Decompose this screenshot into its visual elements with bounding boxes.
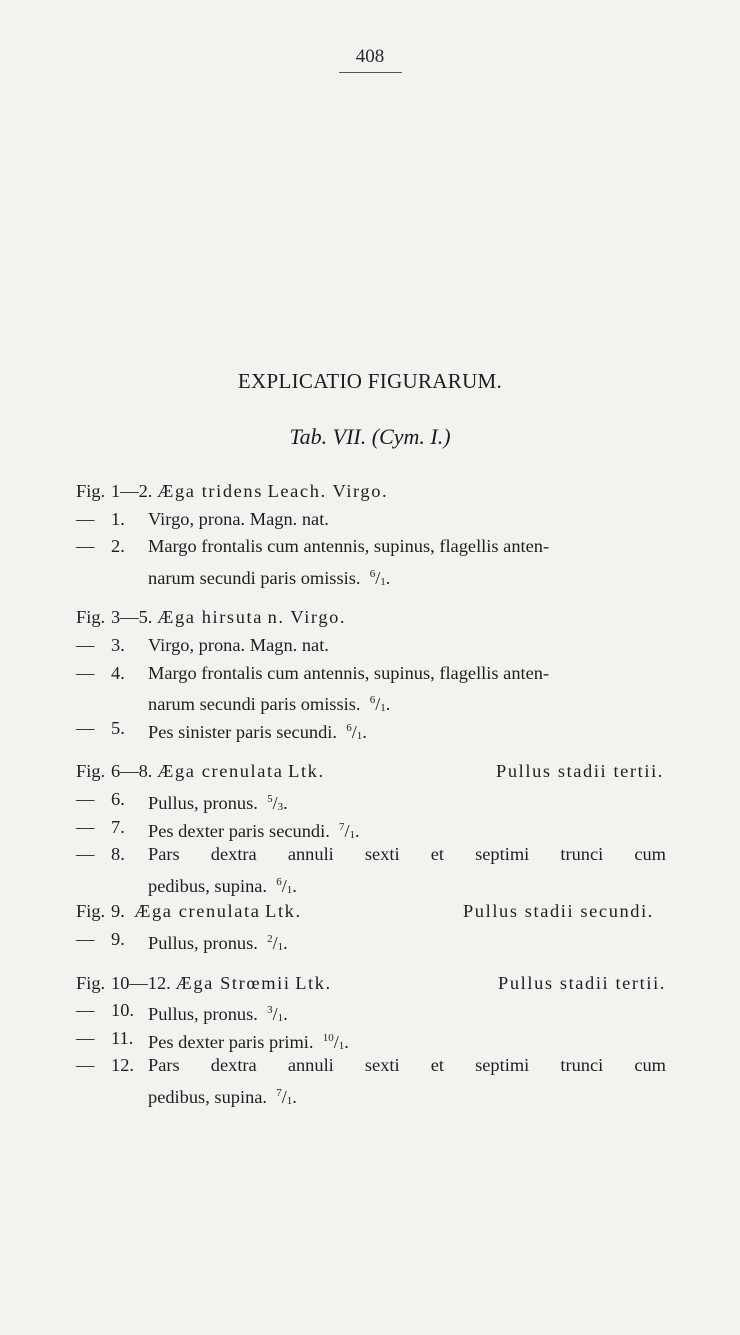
list-item-continuation: narum secundi paris omissis. $^6/_1$.: [148, 694, 391, 715]
plate-title: Tab. VII. (Cym. I.): [289, 424, 451, 449]
fig-label: Fig.: [76, 761, 106, 782]
scale-fraction: $^6/_1$.: [346, 721, 367, 742]
figure-explanations: [0, 478, 740, 1107]
list-item: — 2. Margo frontalis cum antennis, supinus, flagellis anten-: [76, 536, 550, 557]
scale-fraction: $^6/_1$.: [369, 567, 391, 588]
group-header: [0, 478, 740, 506]
scale-fraction: $^5/_3$.: [267, 792, 288, 813]
list-item: — 4. Margo frontalis cum antennis, supinus, flagellis anten-: [76, 662, 550, 683]
fig-label: Fig.: [76, 901, 106, 922]
stage-label: Pullus stadii tertii.: [496, 761, 664, 782]
group-header-text: 1—2. Æga tridens Leach. Virgo.: [111, 481, 389, 501]
fig-label: Fig.: [76, 972, 106, 993]
species-name: Æga Strœmii: [175, 972, 291, 993]
group-header: [0, 898, 740, 926]
fig-label: Fig.: [76, 481, 106, 501]
scale-fraction: $^7/_1$.: [276, 1086, 297, 1107]
scale-fraction: $^{10}/_1$.: [322, 1031, 349, 1052]
list-item: — 10. Pullus, pronus. $^3/_1$.: [76, 1000, 288, 1025]
group-header: [0, 758, 740, 786]
list-item-continuation: narum secundi paris omissis. $^6/_1$.: [148, 567, 391, 588]
scale-fraction: $^6/_1$.: [369, 694, 391, 715]
group-header-text: 10—12. Æga Strœmii Ltk. Pullus stadii tertii.: [111, 970, 666, 998]
group-header-text: 9. Æga crenulata Ltk. Pullus stadii secundi.: [111, 898, 654, 926]
scale-fraction: $^7/_1$.: [339, 820, 360, 841]
species-name: Æga hirsuta: [157, 607, 263, 628]
species-name: Æga crenulata: [157, 761, 284, 782]
list-item: — 6. Pullus, pronus. $^5/_3$.: [76, 788, 288, 813]
group-header-text: 6—8. Æga crenulata Ltk. Pullus stadii tertii.: [111, 758, 664, 786]
species-name: Æga crenulata: [134, 901, 261, 922]
scale-fraction: $^3/_1$.: [267, 1004, 288, 1025]
header-rule: [339, 72, 402, 73]
list-item: — 5. Pes sinister paris secundi. $^6/_1$.: [76, 717, 367, 742]
scale-fraction: $^2/_1$.: [267, 932, 288, 953]
main-title: EXPLICATIO FIGURARUM.: [237, 369, 503, 393]
list-item: — 1. Virgo, prona. Magn. nat.: [76, 508, 329, 529]
list-item: — 8. Pars dextra annuli sexti et septimi trunci cum: [76, 844, 666, 865]
stage-label: Pullus stadii tertii.: [498, 972, 666, 993]
list-item: — 11. Pes dexter paris primi. $^{10}/_1$.: [76, 1027, 349, 1052]
list-item-continuation: pedibus, supina. $^6/_1$.: [148, 875, 297, 896]
group-header: [0, 604, 740, 632]
list-item: — 3. Virgo, prona. Magn. nat.: [76, 634, 329, 655]
group-header-text: 3—5. Æga hirsuta n. Virgo.: [111, 607, 347, 628]
list-item: — 7. Pes dexter paris secundi. $^7/_1$.: [76, 816, 360, 841]
scale-fraction: $^6/_1$.: [276, 875, 297, 896]
species-name: Æga tridens: [157, 481, 263, 501]
list-item: — 9. Pullus, pronus. $^2/_1$.: [76, 928, 288, 953]
group-header: [0, 970, 740, 998]
list-item-continuation: pedibus, supina. $^7/_1$.: [148, 1086, 297, 1107]
page-number: 408: [355, 46, 385, 67]
stage-label: Pullus stadii secundi.: [462, 901, 654, 922]
fig-label: Fig.: [76, 607, 106, 628]
list-item: — 12. Pars dextra annuli sexti et septimi trunci cum: [76, 1055, 666, 1076]
